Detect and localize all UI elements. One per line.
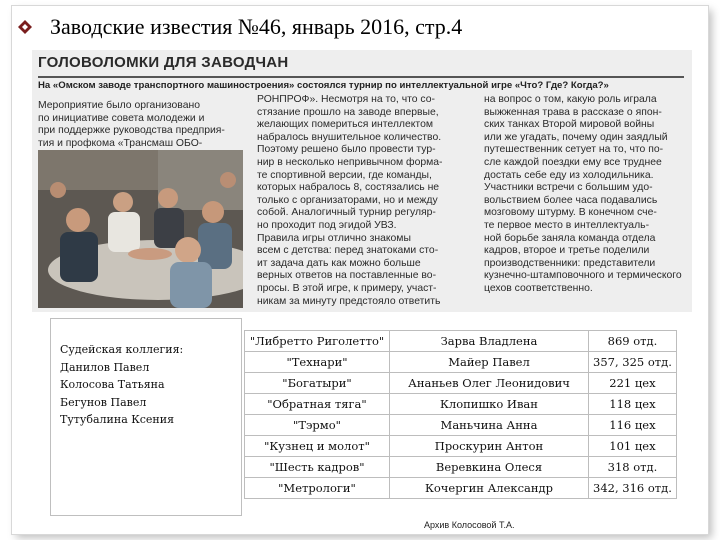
article-line: никам за минуту предстояло ответить — [257, 295, 441, 307]
article-column-1 — [38, 100, 248, 150]
article-line: но проходит под эгидой УВЗ. — [257, 219, 397, 231]
article-line: набралось внушительное количество. — [257, 131, 442, 143]
table-row — [245, 352, 677, 373]
article-line: Правила игры отлично знакомы — [257, 232, 411, 244]
newspaper-article — [32, 50, 692, 312]
article-line: мозговому штурму. В конечном сче- — [484, 207, 657, 219]
article-line: цехов соответственно. — [484, 282, 593, 294]
article-line: на вопрос о том, какую роль играла — [484, 94, 657, 105]
article-column-3 — [484, 94, 688, 296]
article-line: при поддержке руководства предприя- — [38, 125, 225, 137]
jury-member: Бегунов Павел — [60, 395, 147, 409]
team-unit: 869 отд. — [589, 331, 677, 352]
article-line: просы. В этой игре, к примеру, участ- — [257, 282, 437, 294]
article-line: ских танках Второй мировой войны — [484, 119, 655, 131]
article-line: кадров, второе и третье поделили — [484, 245, 650, 257]
team-name: "Шесть кадров" — [245, 457, 390, 478]
team-unit: 118 цех — [589, 394, 677, 415]
jury-box — [50, 318, 242, 516]
article-line: кузнечно-штамповочного и термического — [484, 270, 682, 282]
diamond-bullet-icon — [18, 20, 32, 34]
table-row — [245, 373, 677, 394]
team-name: "Обратная тяга" — [245, 394, 390, 415]
article-line: стязание прошло на заводе впервые, — [257, 106, 439, 118]
table-row — [245, 394, 677, 415]
article-line: которых набралось 8, состязались не — [257, 182, 440, 194]
headline-divider — [38, 76, 684, 78]
jury-heading: Судейская коллегия: — [60, 343, 184, 356]
team-name: "Тэрмо" — [245, 415, 390, 436]
event-photo — [38, 150, 243, 308]
team-captain: Зарва Владлена — [390, 331, 589, 352]
team-unit: 357, 325 отд. — [589, 352, 677, 373]
article-line: или же угадать, почему один заядлый — [484, 131, 668, 143]
team-name: "Метрологи" — [245, 478, 390, 499]
team-captain: Кочергин Александр — [390, 478, 589, 499]
team-captain: Ананьев Олег Леонидович — [390, 373, 589, 394]
team-unit: 116 цех — [589, 415, 677, 436]
article-line: выжженная трава в рассказе о япон- — [484, 106, 662, 118]
article-line: РОНПРОФ». Несмотря на то, что со- — [257, 94, 435, 105]
article-line: желающих помериться интеллектом — [257, 119, 433, 131]
article-line: те спортивной версии, где команды, — [257, 169, 432, 181]
photo-credit: Архив Колосовой Т.А. — [424, 520, 515, 530]
team-name: "Технари" — [245, 352, 390, 373]
article-line: Мероприятие было организовано — [38, 100, 201, 111]
article-line: верных ответов на поставленные во- — [257, 270, 437, 282]
table-row — [245, 436, 677, 457]
article-line: те первое место в интеллектуаль- — [484, 219, 650, 231]
jury-member: Тутубалина Ксения — [60, 413, 175, 426]
team-unit: 221 цех — [589, 373, 677, 394]
article-column-2 — [257, 94, 477, 308]
article-line: по инициативе совета молодежи и — [38, 112, 205, 124]
article-line: Участники встречи с большим удо- — [484, 182, 653, 194]
article-line: вольствием более часа подавались — [484, 194, 658, 206]
article-line: путешественник сетует на то, что по- — [484, 144, 664, 156]
article-line: ит задача дать как можно больше — [257, 257, 421, 269]
teams-table — [244, 330, 677, 499]
article-lead: На «Омском заводе транспортного машиностроения» состоялся турнир по интеллектуальной игре «Что? Где? Когда?» — [38, 80, 609, 91]
article-line: достать себе еду из холодильника. — [484, 169, 654, 181]
article-line: собой. Аналогичный турнир регуляр- — [257, 207, 436, 219]
team-unit: 101 цех — [589, 436, 677, 457]
team-unit: 318 отд. — [589, 457, 677, 478]
team-name: "Кузнец и молот" — [245, 436, 390, 457]
team-unit: 342, 316 отд. — [589, 478, 677, 499]
team-captain: Майер Павел — [390, 352, 589, 373]
team-captain: Веревкина Олеся — [390, 457, 589, 478]
table-row — [245, 331, 677, 352]
team-captain: Маньчина Анна — [390, 415, 589, 436]
article-line: сле каждой поездки ему все труднее — [484, 156, 662, 168]
article-line: Поэтому решено было провести тур- — [257, 144, 436, 156]
article-line: ной борьбе заняла команда отдела — [484, 232, 656, 244]
team-captain: Проскурин Антон — [390, 436, 589, 457]
team-name: "Богатыри" — [245, 373, 390, 394]
table-row — [245, 457, 677, 478]
jury-list — [60, 341, 183, 429]
page-title: Заводские известия №46, январь 2016, стр.4 — [50, 14, 463, 39]
article-line: производственники: представители — [484, 257, 656, 269]
article-line: всем с детства: перед знатоками сто- — [257, 245, 439, 257]
article-line: нир в несколько непривычном форма- — [257, 156, 443, 168]
team-captain: Клопишко Иван — [390, 394, 589, 415]
table-row — [245, 478, 677, 499]
article-line: тия и профкома «Трансмаш ОБО- — [38, 137, 203, 149]
article-line: только с организаторами, но и между — [257, 194, 438, 206]
article-headline: ГОЛОВОЛОМКИ ДЛЯ ЗАВОДЧАН — [38, 54, 289, 71]
table-row — [245, 415, 677, 436]
team-name: "Либретто Риголетто" — [245, 331, 390, 352]
photo-illustration — [38, 150, 243, 308]
jury-member: Колосова Татьяна — [60, 378, 165, 391]
jury-member: Данилов Павел — [60, 360, 150, 374]
